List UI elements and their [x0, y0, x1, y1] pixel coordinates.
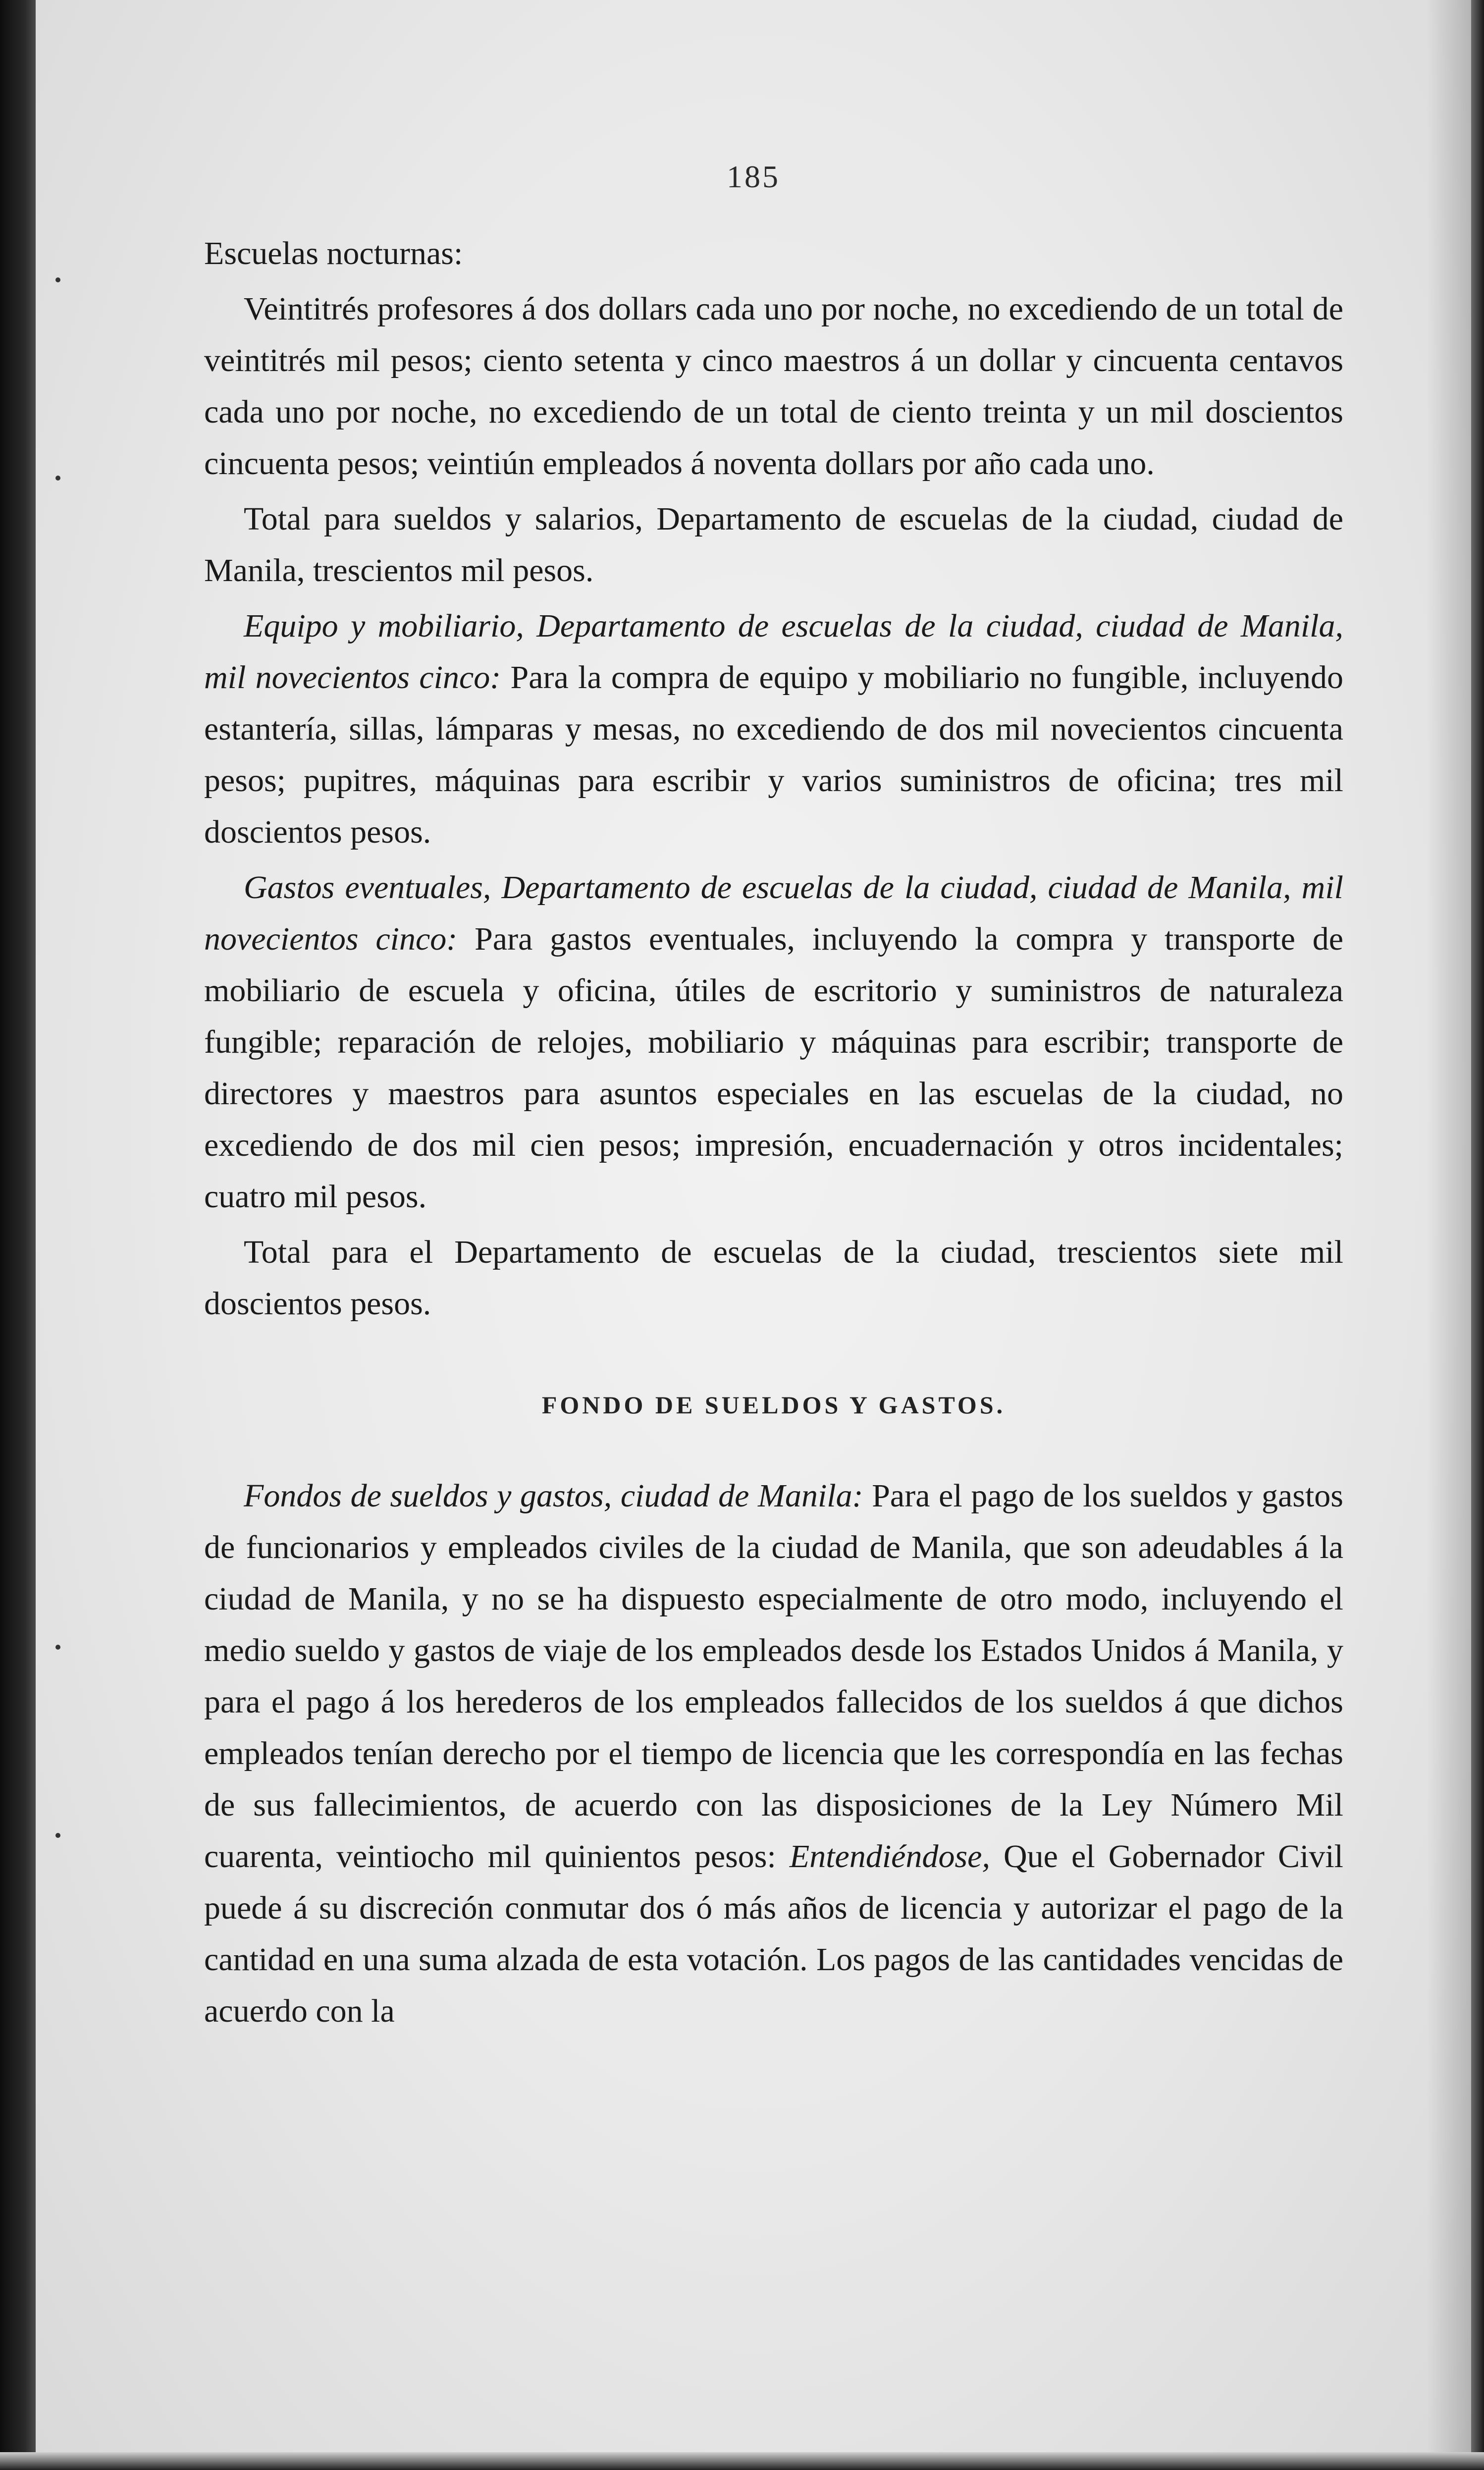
paragraph-equipo-lead: Equipo y mobiliario, Departamento de escuelas de la ciudad, ciudad de Manila, mil novecientos cinco: [204, 608, 1343, 696]
paragraph-gastos-eventuales [204, 862, 1343, 1223]
scan-bottom-edge [0, 2452, 1484, 2470]
paragraph-equipo-body: Para la compra de equipo y mobiliario no fungible, incluyendo estantería, sillas, lámparas y mesas, no excediendo de dos mil novecientos cincuenta pesos; pupitres, máquinas para escribir y varios suministros de oficina; tres mil doscientos pesos. [204, 659, 1343, 850]
margin-mark [55, 277, 60, 282]
body-text [204, 228, 1343, 2041]
page-number: 185 [727, 159, 780, 194]
paragraph-fondos-lead: Fondos de sueldos y gastos, ciudad de Manila: [244, 1478, 863, 1514]
paragraph-fondos-sueldos [204, 1470, 1343, 2037]
paragraph-fondos-end: Que el Gobernador Civil puede á su discreción conmutar dos ó más años de licencia y autorizar el pago de la cantidad en una suma alzada de esta votación. Los pagos de las cantidades vencidas de acuerdo con la [204, 1838, 1344, 2029]
margin-mark [55, 1833, 60, 1838]
paragraph-fondos-proviso: Entendiéndose, [789, 1838, 990, 1875]
paragraph-fondos-body: Para el pago de los sueldos y gastos de funcionarios y empleados civiles de la ciudad de Manila, que son adeudables á la ciudad de Manila, y no se ha dispuesto especialmente de otro modo, incluyendo el medio sueldo y gastos de viaje de los empleados desde los Estados Unidos á Manila, y para el pago á los herederos de los empleados fallecidos de los sueldos á que dichos empleados tenían derecho por el tiempo de licencia que les correspondía en las fechas de sus fallecimientos, de acuerdo con las disposiciones de la Ley Número Mil cuarenta, veintiocho mil quinientos pesos: [204, 1478, 1343, 1875]
paragraph-equipo [204, 600, 1343, 858]
page-shadow [1427, 0, 1471, 2452]
paragraph-profesores: Veintitrés profesores á dos dollars cada uno por noche, no excediendo de un total de veintitrés mil pesos; ciento setenta y cinco maestros á un dollar y cincuenta centavos cada uno por noche, no excediendo de un total de ciento treinta y un mil doscientos cincuenta pesos; veintiún empleados á noventa dollars por año cada uno. [204, 291, 1343, 482]
margin-mark [55, 1645, 60, 1650]
scan-left-edge [0, 0, 36, 2470]
document-page [36, 0, 1471, 2452]
margin-mark [55, 476, 60, 481]
subheading-escuelas-nocturnas: Escuelas nocturnas: [204, 235, 463, 271]
paragraph-gastos-lead: Gastos eventuales, Departamento de escuelas de la ciudad, ciudad de Manila, mil novecientos cinco: [204, 869, 1343, 957]
paragraph-gastos-body: Para gastos eventuales, incluyendo la compra y transporte de mobiliario de escuela y oficina, útiles de escritorio y suministros de naturaleza fungible; reparación de relojes, mobiliario y máquinas para escribir; transporte de directores y maestros para asuntos especiales en las escuelas de la ciudad, no excediendo de dos mil cien pesos; impresión, encuadernación y otros incidentales; cuatro mil pesos. [204, 921, 1343, 1215]
section-heading-fondo: FONDO DE SUELDOS Y GASTOS. [541, 1391, 1006, 1419]
paragraph-total-sueldos: Total para sueldos y salarios, Departamento de escuelas de la ciudad, ciudad de Manila, trescientos mil pesos. [204, 501, 1343, 589]
paragraph-total-departamento: Total para el Departamento de escuelas de la ciudad, trescientos siete mil doscientos pesos. [204, 1234, 1343, 1322]
scan-right-edge [1471, 0, 1484, 2470]
